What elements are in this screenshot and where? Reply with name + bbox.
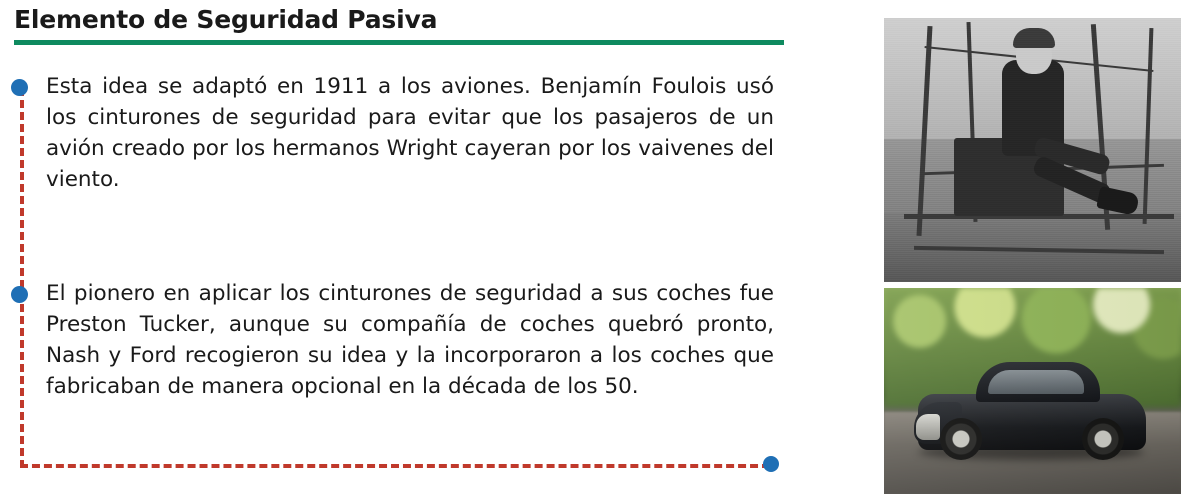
photo-grain-overlay: [884, 18, 1181, 282]
classic-car-photo-art: [884, 288, 1181, 494]
bullet-text-2: El pionero en aplicar los cinturones de seguridad a sus coches fue Preston Tucker, aunque su compañía de coches quebró pronto, Nash y Ford recogieron su idea y la incorporaron a los coches que fabricaban de manera opcional en la década de los 50.: [46, 281, 774, 399]
page-title: Elemento de Seguridad Pasiva: [14, 5, 438, 34]
image-column: [884, 18, 1181, 494]
dashed-connector-horizontal: [20, 464, 770, 468]
title-underline-rule: [14, 40, 784, 45]
dashed-connector-vertical: [20, 88, 24, 468]
bullet-text-1: Esta idea se adaptó en 1911 a los aviones. Benjamín Foulois usó los cinturones de seguridad para evitar que los pasajeros de un avión creado por los hermanos Wright cayeran por los vaivenes del viento.: [46, 74, 774, 192]
connector-end-dot-icon: [763, 456, 779, 472]
bullet-dot-icon: [11, 286, 28, 303]
photo-classic-car: [884, 288, 1181, 494]
photo-aviator: [884, 18, 1181, 282]
aviator-photo-art: [884, 18, 1181, 282]
title-block: [14, 6, 784, 45]
motion-blur-overlay: [884, 288, 1181, 494]
bullet-dot-icon: [11, 79, 28, 96]
